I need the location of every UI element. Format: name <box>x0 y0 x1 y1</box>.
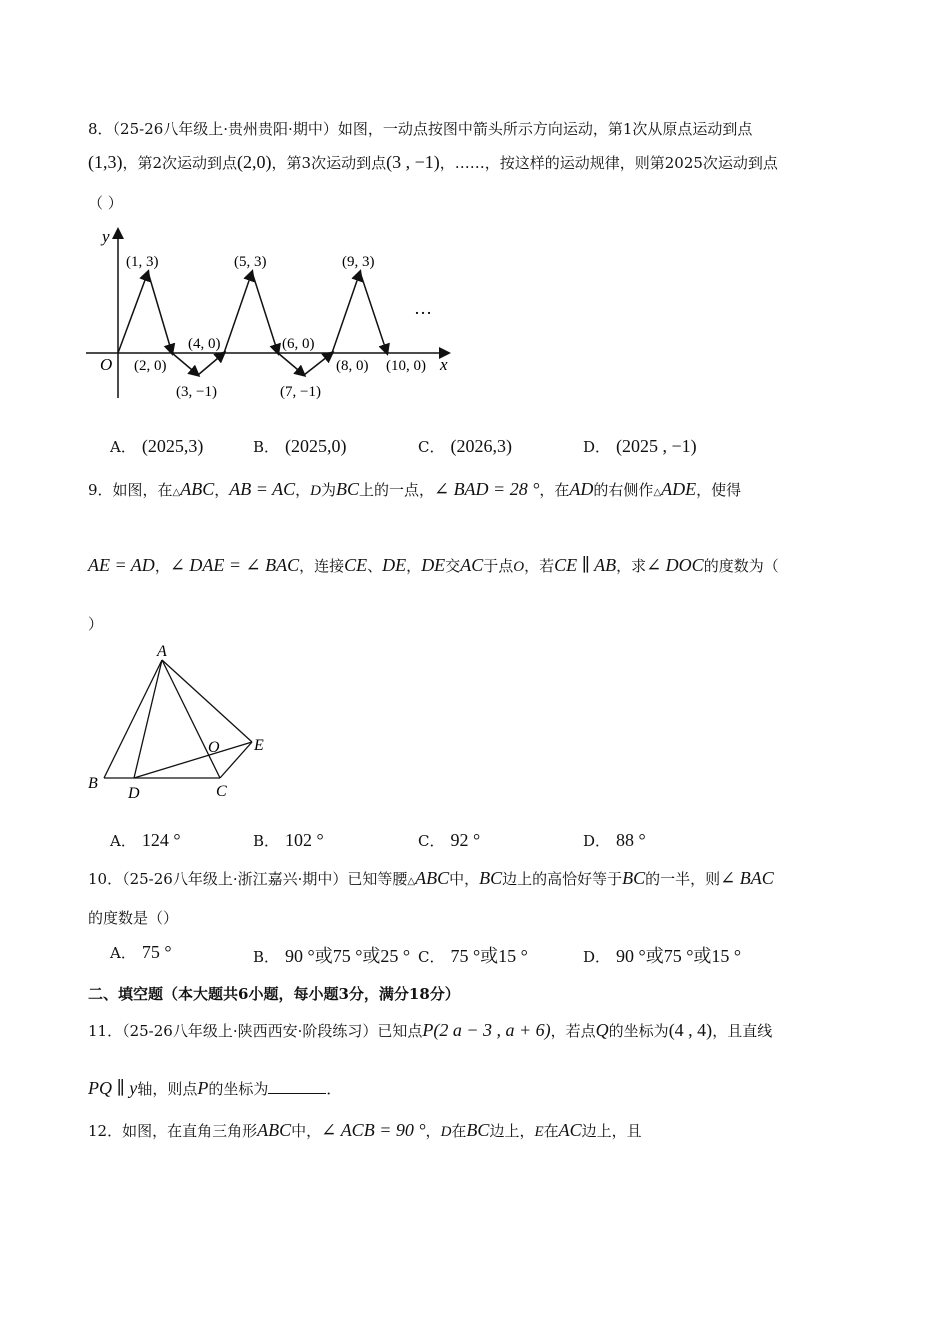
q10-line-1: 10．（25-26八年级上·浙江嘉兴·期中）已知等腰△ABC中，BC边上的高恰好等于BC的一半，则∠ BAC <box>88 868 774 888</box>
q8-option-b[interactable]: B． (2025,0) <box>253 436 347 456</box>
answer-blank[interactable] <box>268 1079 326 1094</box>
q10-option-a[interactable]: A． 75 ° <box>110 942 172 962</box>
q9-option-d[interactable]: D． 88 ° <box>583 830 646 850</box>
section-heading: 二、填空题（本大题共6小题，每小题3分，满分18分） <box>88 985 460 1003</box>
q8-line-3: （ ） <box>88 194 123 212</box>
label-9-3: (9, 3) <box>342 254 375 270</box>
point-o: O <box>208 739 220 756</box>
y-axis-label: y <box>102 227 110 246</box>
point-c: C <box>216 783 227 800</box>
label-4-0: (4, 0) <box>188 336 221 352</box>
q8-line-1: 8．（25-26八年级上·贵州贵阳·期中）如图，一动点按图中箭头所示方向运动，第1次从原点运动到点 <box>88 120 753 138</box>
label-10-0: (10, 0) <box>386 358 426 374</box>
point-e: E <box>254 737 264 754</box>
q8-option-d[interactable]: D． (2025 , −1) <box>583 436 697 456</box>
q8-line-2: (1,3)，第2次运动到点(2,0)，第3次运动到点(3 , −1)，……，按这样的运动规律，则第2025次运动到点 <box>88 152 778 172</box>
point-a: A <box>157 643 167 660</box>
q9-option-a[interactable]: A． 124 ° <box>110 830 181 850</box>
q10-option-c[interactable]: C． 75 °或15 ° <box>418 946 528 966</box>
q8-figure <box>84 224 464 404</box>
q10-line-2: 的度数是（） <box>88 909 179 927</box>
x-axis-label: x <box>440 355 448 374</box>
label-1-3: (1, 3) <box>126 254 159 270</box>
q12-line-1: 12．如图，在直角三角形ABC中，∠ ACB = 90 °，D在BC边上，E在AC边上，且 <box>88 1120 642 1140</box>
q9-option-c[interactable]: C． 92 ° <box>418 830 481 850</box>
point-b: B <box>88 775 98 792</box>
label-6-0: (6, 0) <box>282 336 315 352</box>
q11-line-2: PQ ∥ y轴，则点P的坐标为 ． <box>88 1078 342 1098</box>
q9-figure <box>84 640 284 802</box>
q10-option-b[interactable]: B． 90 °或75 °或25 ° <box>253 946 411 966</box>
q9-option-b[interactable]: B． 102 ° <box>253 830 324 850</box>
label-7-neg1: (7, −1) <box>280 384 321 400</box>
q9-line-2: AE = AD，∠ DAE = ∠ BAC，连接CE、DE，DE交AC于点O，若CE ∥ AB，求∠ DOC的度数为（ <box>88 555 779 575</box>
q8-option-a[interactable]: A． (2025,3) <box>110 436 204 456</box>
label-5-3: (5, 3) <box>234 254 267 270</box>
q9-line-3: ） <box>88 615 104 633</box>
label-8-0: (8, 0) <box>336 358 369 374</box>
q10-option-d[interactable]: D． 90 °或75 °或15 ° <box>583 946 742 966</box>
point-d: D <box>128 785 140 802</box>
label-2-0: (2, 0) <box>134 358 167 374</box>
ellipsis: … <box>414 298 432 318</box>
q11-line-1: 11．（25-26八年级上·陕西西安·阶段练习）已知点P(2 a − 3 , a + 6)，若点Q的坐标为(4 , 4)，且直线 <box>88 1020 773 1040</box>
q9-line-1: 9．如图，在△ABC，AB = AC，D为BC上的一点，∠ BAD = 28 °，在AD的右侧作△ADE，使得 <box>88 479 742 499</box>
origin-label: O <box>100 355 113 374</box>
q8-option-c[interactable]: C． (2026,3) <box>418 436 512 456</box>
label-3-neg1: (3, −1) <box>176 384 217 400</box>
